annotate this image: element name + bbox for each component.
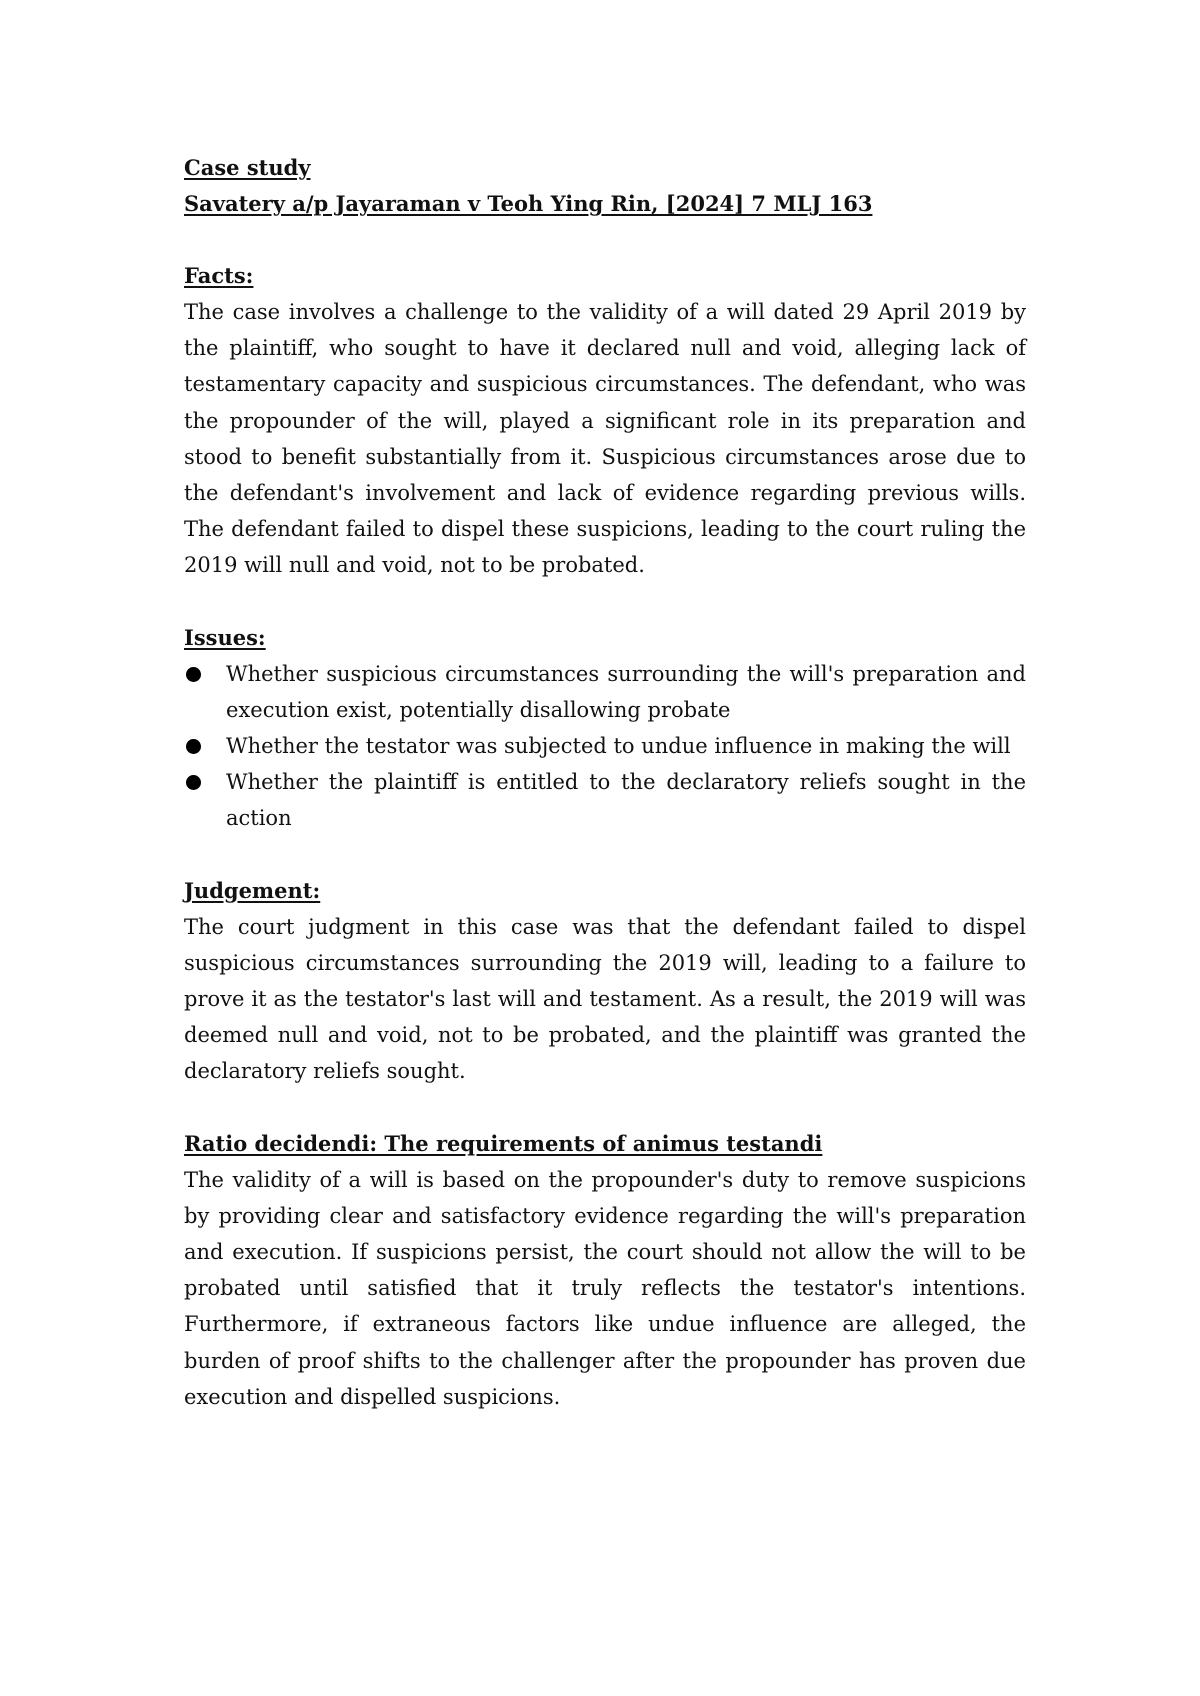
issue-text: Whether suspicious circumstances surrounding the will's preparation and execution exist, potentially disallowing probate bbox=[226, 661, 1026, 722]
spacer bbox=[184, 222, 1026, 258]
spacer bbox=[184, 584, 1026, 620]
spacer bbox=[184, 1090, 1026, 1126]
issues-section bbox=[184, 620, 1026, 837]
case-study-label: Case study bbox=[184, 155, 311, 180]
issues-heading: Issues: bbox=[184, 624, 266, 650]
issues-list bbox=[184, 656, 1026, 837]
bullet-icon bbox=[186, 775, 201, 790]
issue-text: Whether the testator was subjected to undue influence in making the will bbox=[226, 734, 1011, 759]
list-item bbox=[184, 656, 1026, 728]
document-page bbox=[184, 150, 1026, 1415]
ratio-section bbox=[184, 1126, 1026, 1415]
issue-text: Whether the plaintiff is entitled to the declaratory reliefs sought in the action bbox=[226, 770, 1026, 831]
ratio-heading: Ratio decidendi: The requirements of animus testandi bbox=[184, 1130, 823, 1156]
judgement-heading: Judgement: bbox=[184, 877, 321, 903]
judgement-text: The court judgment in this case was that the defendant failed to dispel suspicious circumstances surrounding the 2019 will, leading to a failure to prove it as the testator's last will and testament. As a result, the 2019 will was deemed null and void, not to be probated, and the plaintiff was granted the declaratory reliefs sought. bbox=[184, 914, 1026, 1084]
case-title: Savatery a/p Jayaraman v Teoh Ying Rin, [2024] 7 MLJ 163 bbox=[184, 191, 873, 216]
facts-text: The case involves a challenge to the validity of a will dated 29 April 2019 by the plaintiff, who sought to have it declared null and void, alleging lack of testamentary capacity and suspicious circumstances. The defendant, who was the propounder of the will, played a significant role in its preparation and stood to benefit substantially from it. Suspicious circumstances arose due to the defendant's involvement and lack of evidence regarding previous wills. The defendant failed to dispel these suspicions, leading to the court ruling the 2019 will null and void, not to be probated. bbox=[184, 300, 1026, 578]
facts-section bbox=[184, 258, 1026, 584]
list-item bbox=[184, 764, 1026, 836]
facts-heading: Facts: bbox=[184, 263, 254, 288]
bullet-icon bbox=[186, 667, 201, 682]
bullet-icon bbox=[186, 739, 201, 754]
list-item bbox=[184, 728, 1026, 764]
ratio-text: The validity of a will is based on the propounder's duty to remove suspicions by providing clear and satisfactory evidence regarding the will's preparation and execution. If suspicions persist, the court should not allow the will to be probated until satisfied that it truly reflects the testator's intentions. Furthermore, if extraneous factors like undue influence are alleged, the burden of proof shifts to the challenger after the propounder has proven due execution and dispelled suspicions. bbox=[184, 1167, 1026, 1409]
judgement-section bbox=[184, 873, 1026, 1090]
spacer bbox=[184, 837, 1026, 873]
